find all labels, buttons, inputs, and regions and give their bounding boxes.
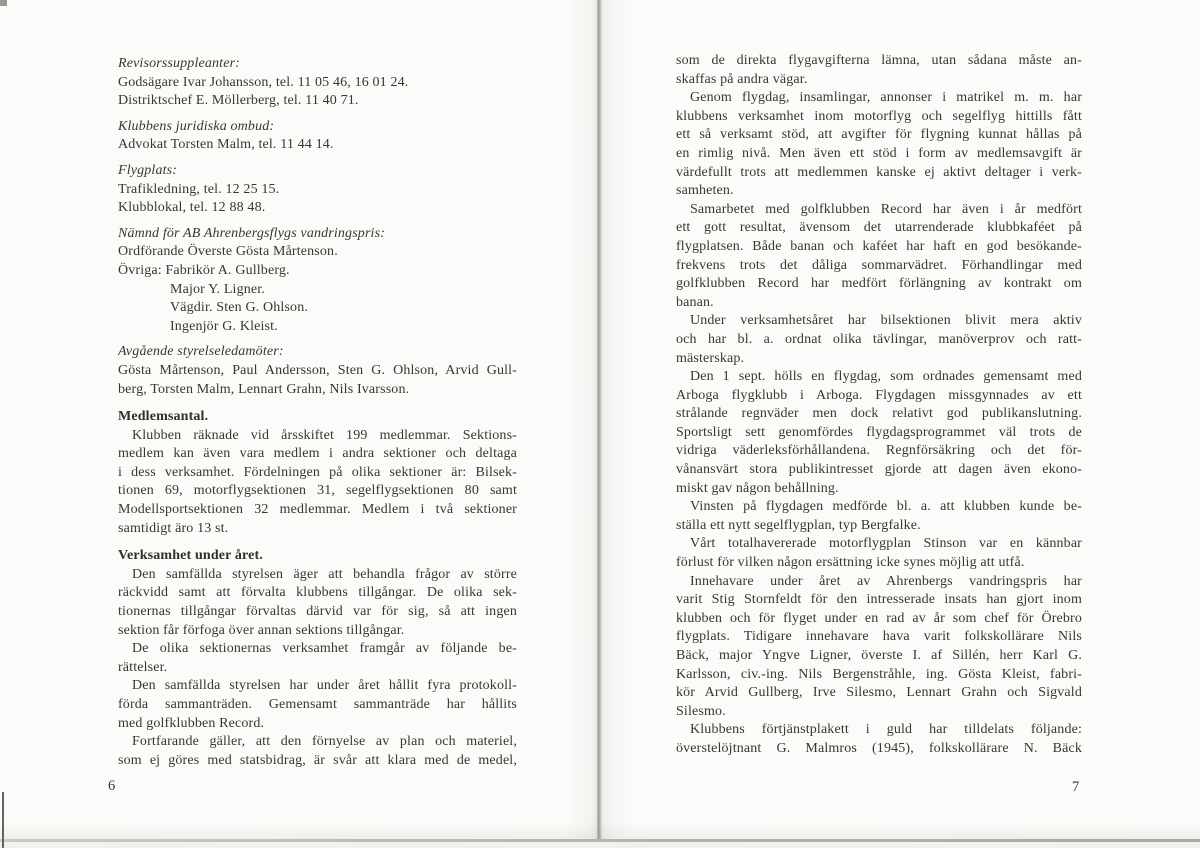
text-line: flygplats. Tidigare innehavare hava varit folkskollärare Nils <box>676 629 1082 645</box>
text-line: Samarbetet med golfklubben Record har även i år medfört <box>690 201 1082 217</box>
text-block-plain <box>676 89 1082 201</box>
text-line: Övriga: Fabrikör A. Gullberg. <box>118 262 290 278</box>
text-line: Den samfällda styrelsen äger att behandla frågor av större <box>132 566 517 582</box>
text-line: golfklubben Record har medfört förlängning av kontrakt om <box>676 276 1082 292</box>
text-line: Ordförande Överste Gösta Mårtenson. <box>118 244 338 260</box>
text-block-plain <box>118 362 517 399</box>
text-line: Bäck, major Yngve Ligner, överste I. af Sillén, herr Karl G. <box>676 648 1082 663</box>
text-line: med golfklubben Record. <box>118 715 265 731</box>
text-line: ett så verksamt stöd, att avgifter för flygning kunnat hållas på <box>676 127 1082 143</box>
text-block-italic <box>118 162 517 181</box>
text-line: Ingenjör G. Kleist. <box>170 318 278 334</box>
text-line: förlust för vilken någon ersättning icke synes möjlig att utfå. <box>676 555 1025 571</box>
text-line: skaffas på andra vägar. <box>676 71 808 87</box>
scan-corner-mark <box>0 0 7 6</box>
text-block-plain <box>118 243 517 336</box>
text-line: De olika sektionernas verksamhet framgår av följande be- <box>132 641 517 657</box>
text-line: berg, Torsten Malm, Lennart Grahn, Nils Ivarsson. <box>118 381 410 397</box>
text-line: mästerskap. <box>676 350 745 366</box>
text-line: Silesmo. <box>676 703 726 719</box>
text-line: en rimlig nivå. Men även ett stöd i form av medlemsavgift är <box>676 145 1082 161</box>
text-line: Flygplats: <box>118 162 178 178</box>
text-block-plain <box>118 733 517 770</box>
text-line: sektion får förfoga över annan sektions tillgångar. <box>118 622 405 638</box>
text-line: flygplatsen. Både banan och kaféet har haft en god besökande- <box>676 238 1082 254</box>
text-line: Arboga flygklubb i Arboga. Flygdagen missgynnades av ett <box>676 387 1082 403</box>
page-left-column <box>118 55 517 770</box>
text-line: Den 1 sept. hölls en flygdag, som ordnades gemensamt med <box>690 369 1082 385</box>
text-line: ett gott resultat, ävensom det utarrenderade klubbkaféet på <box>676 220 1082 236</box>
text-block-plain <box>118 74 517 111</box>
text-line: tionernas tillgångar förvaltas därvid var för sig, så att ingen <box>118 604 517 620</box>
text-line: Innehavare under året av Ahrenbergs vandringspris har <box>690 573 1082 589</box>
text-block-plain <box>676 535 1082 572</box>
text-line: tionen 69, motorflygsektionen 31, segelflygsektionen 80 samt <box>118 483 517 499</box>
text-line: klubben och för flyget under en rad av år som chef för Örebro <box>676 610 1082 626</box>
text-line: miskt gav någon behållning. <box>676 480 839 496</box>
text-line: värdefullt trots att medlemmen kanske ej aktivt deltager i verk- <box>676 164 1082 180</box>
text-block-italic <box>118 118 517 137</box>
text-line: Modellsportsektionen 32 medlemmar. Medlem i två sektioner <box>118 502 517 518</box>
text-line: Trafikledning, tel. 12 25 15. <box>118 181 280 197</box>
text-line: Advokat Torsten Malm, tel. 11 44 14. <box>118 137 334 153</box>
text-line: Verksamhet under året. <box>118 548 263 564</box>
text-line: räckvidd samt att förvalta klubbens tillgångar. De olika sek- <box>118 585 517 601</box>
text-block-plain <box>676 201 1082 313</box>
text-line: vånansvärt stora publikintresset gjorde att dagen även ekono- <box>676 462 1082 478</box>
text-block-plain <box>676 312 1082 368</box>
text-block-plain <box>676 52 1082 89</box>
text-line: samtidigt äro 13 st. <box>118 520 229 536</box>
text-block-plain <box>118 181 517 218</box>
text-line: Klubbens juridiska ombud: <box>118 118 275 134</box>
text-line: som de direkta flygavgifterna lämna, utan sådana måste an- <box>676 53 1082 68</box>
text-line: Nämnd för AB Ahrenbergsflygs vandringspris: <box>118 225 386 241</box>
text-block-plain <box>118 677 517 733</box>
text-line: banan. <box>676 294 714 310</box>
text-line: Karlsson, civ.-ing. Nils Bergenstråhle, ing. Gösta Kleist, fabri- <box>676 666 1082 682</box>
text-line: Under verksamhetsåret har bilsektionen blivit mera aktiv <box>690 313 1082 329</box>
text-line: rättelser. <box>118 659 168 675</box>
text-line: strålande regnväder men dock relativt god publikanslutning. <box>676 406 1082 422</box>
text-block-plain <box>118 427 517 539</box>
scan-bottom-shadow <box>0 822 1200 839</box>
text-line: och har bl. a. ordnat olika tävlingar, manöverprov och ratt- <box>676 331 1082 347</box>
text-line: kör Arvid Gullberg, Irve Silesmo, Lennart Grahn och Sigvald <box>676 685 1082 701</box>
text-line: Major Y. Ligner. <box>170 281 265 297</box>
text-line: Medlemsantal. <box>118 409 209 425</box>
text-block-plain <box>676 721 1082 758</box>
text-line: vidriga väderleksförhållandena. Regnförsäkring och det för- <box>676 443 1082 459</box>
text-line: Fortfarande gäller, att den förnyelse av plan och materiel, <box>132 734 517 750</box>
text-block-bold <box>118 547 517 566</box>
text-line: Klubben räknade vid årsskiftet 199 medlemmar. Sektions- <box>132 427 517 443</box>
text-line: Vårt totalhavererade motorflygplan Stinson var en kännbar <box>690 536 1082 552</box>
text-line: medlem kan även vara medlem i andra sektioner och deltaga <box>118 446 517 462</box>
page-number-left: 6 <box>108 778 116 794</box>
text-line: Godsägare Ivar Johansson, tel. 11 05 46, 16 01 24. <box>118 74 409 90</box>
text-line: som ej göres med statsbidrag, är svår att klara med de medel, <box>118 752 517 768</box>
text-block-plain <box>118 136 517 155</box>
text-line: samheten. <box>676 183 734 199</box>
scan-left-edge-line <box>2 792 4 848</box>
text-line: frekvens trots det dåliga sommarvädret. Förhandlingar med <box>676 257 1082 273</box>
text-line: Gösta Mårtenson, Paul Andersson, Sten G. Ohlson, Arvid Gull- <box>118 362 517 378</box>
text-line: Sportsligt sett genomfördes flygdagsprogrammet väl trots de <box>676 424 1082 440</box>
text-line: Vägdir. Sten G. Ohlson. <box>170 300 309 316</box>
page-right-column <box>676 52 1082 759</box>
text-block-plain <box>676 573 1082 722</box>
text-block-plain <box>676 498 1082 535</box>
book-gutter-shadow <box>566 0 632 841</box>
text-line: i dess verksamhet. Fördelningen på olika sektioner är: Bilsek- <box>118 464 517 480</box>
text-line: Revisorssuppleanter: <box>118 56 240 71</box>
text-block-plain <box>118 566 517 640</box>
scan-bottom-strip <box>0 842 1200 848</box>
page-number-right: 7 <box>1072 779 1080 795</box>
text-block-italic <box>118 225 517 244</box>
text-line: Distriktschef E. Möllerberg, tel. 11 40 71. <box>118 93 359 109</box>
text-line: Den samfällda styrelsen har under året hållit fyra protokoll- <box>132 678 517 694</box>
text-line: Avgående styrelseledamöter: <box>118 344 284 360</box>
text-block-italic <box>118 343 517 362</box>
text-block-bold <box>118 408 517 427</box>
text-block-plain <box>118 640 517 677</box>
text-line: förda sammanträden. Gemensamt sammanträde har hållits <box>118 697 517 712</box>
text-line: ställa ett nytt segelflygplan, typ Bergfalke. <box>676 517 921 533</box>
text-line: klubbens verksamhet inom motorflyg och segelflyg hittills fått <box>676 108 1082 124</box>
text-line: Genom flygdag, insamlingar, annonser i matrikel m. m. har <box>690 90 1082 106</box>
text-block-plain <box>676 368 1082 498</box>
text-block-italic <box>118 55 517 74</box>
text-line: Klubbens förtjänstplakett i guld har tilldelats följande: <box>690 722 1082 738</box>
text-line: Klubblokal, tel. 12 88 48. <box>118 200 266 216</box>
text-line: överstelöjtnant G. Malmros (1945), folkskollärare N. Bäck <box>676 740 1082 756</box>
text-line: Vinsten på flygdagen medförde bl. a. att klubben kunde be- <box>690 499 1082 515</box>
text-line: varit Stig Stornfeldt för den intresserade insats han gjort inom <box>676 592 1082 608</box>
